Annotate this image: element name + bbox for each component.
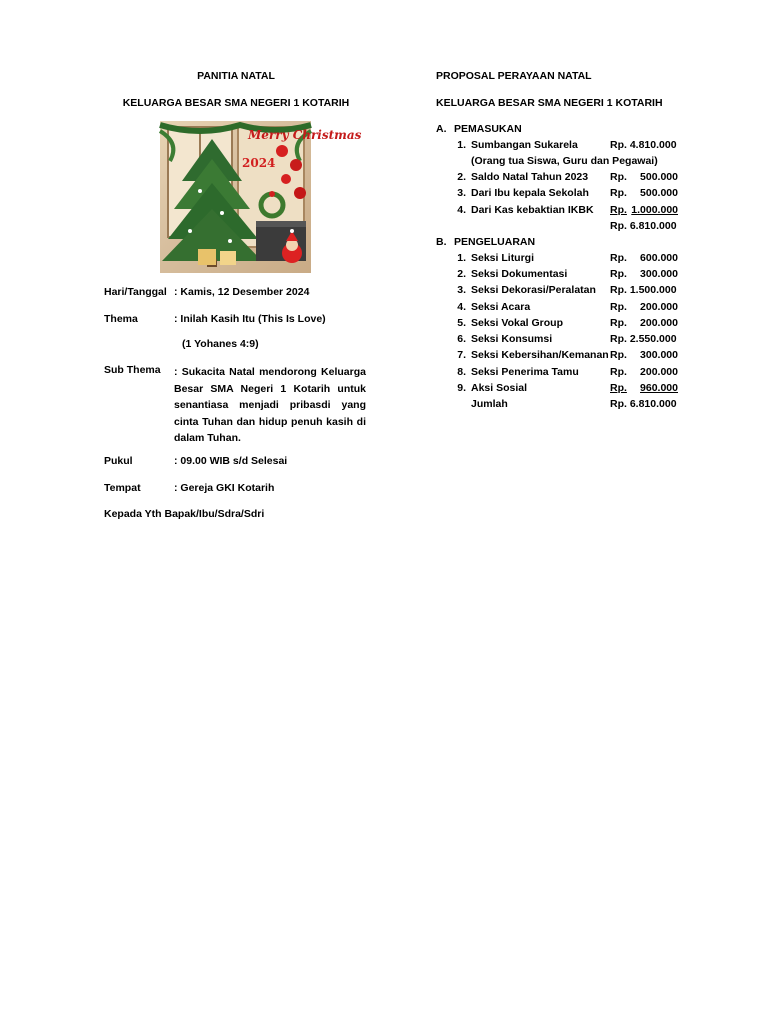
place-value: : Gereja GKI Kotarih (174, 482, 275, 494)
income-item (436, 171, 696, 187)
item-amount: 200.000 (640, 301, 678, 313)
theme-label: Thema (104, 313, 138, 325)
item-number: 1. (457, 252, 466, 264)
item-currency: Rp. (610, 366, 627, 378)
expense-title: PENGELUARAN (454, 236, 536, 248)
item-currency: Rp. (610, 301, 627, 313)
christmas-illustration (160, 121, 362, 273)
expense-item (436, 382, 696, 398)
time-value: : 09.00 WIB s/d Selesai (174, 455, 288, 467)
theme-value: : Inilah Kasih Itu (This Is Love) (174, 313, 326, 325)
income-title: PEMASUKAN (454, 123, 522, 135)
item-amount: 960.000 (640, 382, 678, 394)
item-amount: 300.000 (640, 349, 678, 361)
item-number: 2. (457, 171, 466, 183)
item-label: Seksi Konsumsi (471, 333, 553, 345)
item-currency: Rp. (610, 382, 627, 394)
recipient-line: Kepada Yth Bapak/Ibu/Sdra/Sdri (104, 508, 265, 520)
expense-item (436, 301, 696, 317)
item-label: Seksi Penerima Tamu (471, 366, 579, 378)
item-number: 8. (457, 366, 466, 378)
income-total-row (436, 220, 696, 236)
item-label: Seksi Vokal Group (471, 317, 564, 329)
item-currency: Rp. (610, 268, 627, 280)
income-note: (Orang tua Siswa, Guru dan Pegawai) (471, 155, 658, 167)
expense-item (436, 333, 696, 349)
item-number: 3. (457, 284, 466, 296)
left-subtitle: KELUARGA BESAR SMA NEGERI 1 KOTARIH (122, 97, 350, 109)
item-number: 4. (457, 204, 466, 216)
income-letter: A. (436, 123, 447, 135)
subtheme-label: Sub Thema (104, 364, 161, 376)
expense-item (436, 268, 696, 284)
item-number: 4. (457, 301, 466, 313)
item-currency: Rp. (610, 171, 627, 183)
year-text: 2024 (242, 156, 276, 170)
item-amount: 500.000 (640, 187, 678, 199)
item-number: 5. (457, 317, 466, 329)
expense-total: Rp. 6.810.000 (610, 398, 677, 410)
item-number: 6. (457, 333, 466, 345)
item-number: 3. (457, 187, 466, 199)
item-label: Seksi Kebersihan/Kemanan (471, 349, 609, 361)
expense-item (436, 366, 696, 382)
item-currency: Rp. (610, 317, 627, 329)
expense-total-label: Jumlah (471, 398, 508, 410)
item-label: Seksi Liturgi (471, 252, 535, 264)
item-currency: Rp. (610, 187, 627, 199)
item-label: Seksi Dekorasi/Peralatan (471, 284, 596, 296)
place-label: Tempat (104, 482, 141, 494)
item-amount: 1.000.000 (631, 204, 678, 216)
left-title: PANITIA NATAL (197, 70, 275, 82)
expense-item (436, 317, 696, 333)
income-item (436, 187, 696, 203)
expense-total-row (436, 398, 696, 414)
income-total: Rp. 6.810.000 (610, 220, 677, 232)
item-label: Sumbangan Sukarela (471, 139, 578, 151)
expense-letter: B. (436, 236, 447, 248)
date-value: : Kamis, 12 Desember 2024 (174, 286, 310, 298)
time-label: Pukul (104, 455, 133, 467)
item-number: 2. (457, 268, 466, 280)
christmas-tree-icon (160, 121, 362, 273)
date-label: Hari/Tanggal (104, 286, 167, 298)
income-item (436, 204, 696, 220)
item-currency: Rp. (610, 204, 627, 216)
item-currency: Rp. (610, 349, 627, 361)
income-item (436, 139, 696, 155)
income-heading (436, 123, 696, 139)
item-amount: 200.000 (640, 317, 678, 329)
expense-item (436, 349, 696, 365)
expense-item (436, 284, 696, 300)
item-amount: Rp. 1.500.000 (610, 284, 677, 296)
item-amount: Rp. 2.550.000 (610, 333, 677, 345)
item-amount: 200.000 (640, 366, 678, 378)
item-label: Aksi Sosial (471, 382, 528, 394)
item-amount: 300.000 (640, 268, 678, 280)
item-label: Dari Kas kebaktian IKBK (471, 204, 594, 216)
item-number: 9. (457, 382, 466, 394)
theme-reference: (1 Yohanes 4:9) (182, 338, 259, 350)
item-amount: 500.000 (640, 171, 678, 183)
item-label: Dari Ibu kepala Sekolah (471, 187, 589, 199)
item-label: Saldo Natal Tahun 2023 (471, 171, 589, 183)
subtheme-value: : Sukacita Natal mendorong Keluarga Besar SMA Negeri 1 Kotarih untuk senantiasa menjadi pribasdi yang cinta Tuhan dan hidup penuh kasih di dalam Tuhan. (174, 366, 366, 444)
greeting-text: Merry Christmas (248, 128, 362, 142)
item-number: 1. (457, 139, 466, 151)
item-currency: Rp. (610, 252, 627, 264)
item-label: Seksi Dokumentasi (471, 268, 568, 280)
expense-item (436, 252, 696, 268)
item-amount: 600.000 (640, 252, 678, 264)
right-subtitle: KELUARGA BESAR SMA NEGERI 1 KOTARIH (436, 97, 663, 109)
item-label: Seksi Acara (471, 301, 531, 313)
expense-heading (436, 236, 696, 252)
right-title: PROPOSAL PERAYAAN NATAL (436, 70, 592, 82)
item-amount: Rp. 4.810.000 (610, 139, 677, 151)
item-number: 7. (457, 349, 466, 361)
income-note-row (436, 155, 696, 171)
